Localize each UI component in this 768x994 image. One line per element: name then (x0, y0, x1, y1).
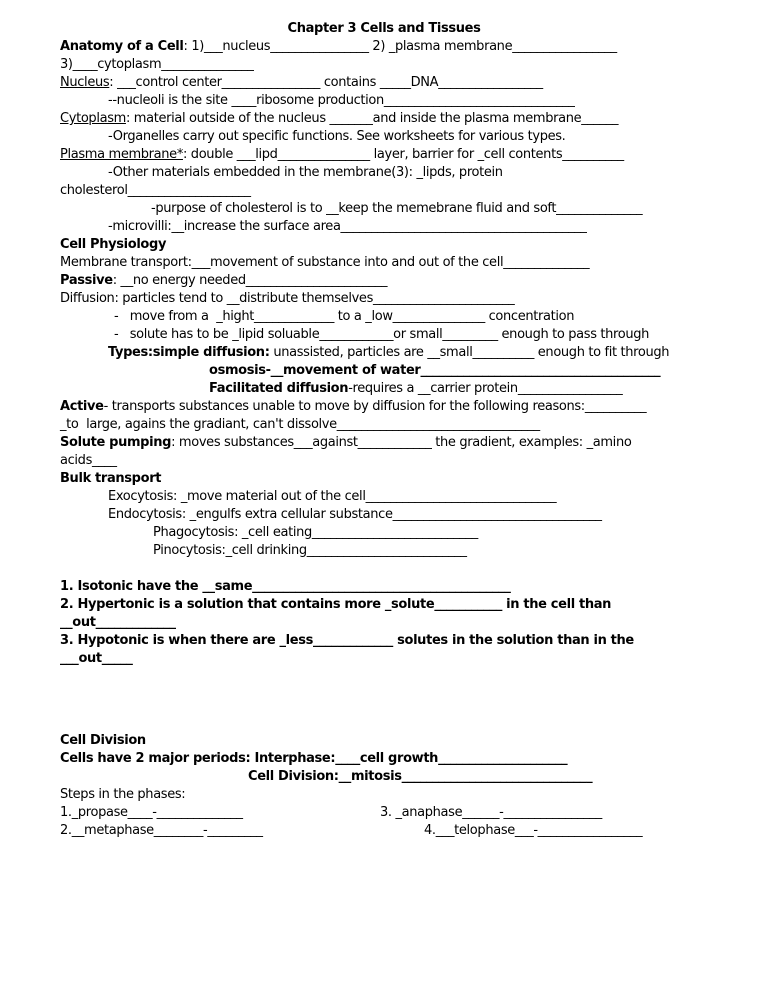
diffusion-line: Diffusion: particles tend to __distribute themselves_______________________ (60, 291, 515, 306)
step-1: 1._propase____-______________ (60, 805, 243, 820)
nucleus-line (60, 74, 768, 92)
cell-division-mitosis-line: Cell Division:__mitosis_______________________________ (248, 769, 593, 784)
other-materials-line: -Other materials embedded in the membrane(3): _lipds, protein (108, 165, 503, 180)
phagocytosis-line: Phagocytosis: _cell eating___________________________ (153, 525, 478, 540)
cytoplasm-line (60, 110, 768, 128)
hypotonic-line-2: ___out_____ (60, 651, 133, 666)
cell-division-heading: Cell Division (60, 733, 146, 748)
cytoplasm-item: 3)____cytoplasm_______________ (60, 57, 254, 72)
bulk-transport-heading: Bulk transport (60, 471, 162, 486)
anatomy-heading: Anatomy of a Cell (60, 39, 184, 54)
cytoplasm-heading: Cytoplasm (60, 111, 126, 126)
hypotonic-line: 3. Hypotonic is when there are _less_____________ solutes in the solution than in the (60, 633, 634, 648)
solute-pumping-text: : moves substances___against____________ the gradient, examples: _amino (171, 435, 632, 450)
passive-line (60, 272, 768, 290)
solute-pumping-heading: Solute pumping (60, 435, 172, 450)
active-reasons-line: _to large, agains the gradiant, can't dissolve_________________________________ (60, 417, 540, 432)
types-line (108, 344, 768, 362)
anatomy-text: : 1)___nucleus________________ 2) _plasma membrane_________________ (183, 39, 617, 54)
cell-physiology-heading: Cell Physiology (60, 237, 167, 252)
plasma-membrane-text: : double ___lipd_______________ layer, barrier for _cell contents__________ (182, 147, 624, 162)
membrane-transport-line: Membrane transport:___movement of substance into and out of the cell______________ (60, 255, 590, 270)
plasma-membrane-heading: Plasma membrane* (60, 147, 183, 162)
step-4: 4.___telophase___-_________________ (424, 823, 643, 838)
facilitated-heading: Facilitated diffusion (209, 381, 349, 396)
hypertonic-line-2: __out_____________ (60, 615, 176, 630)
major-periods-line: Cells have 2 major periods: Interphase:____cell growth_____________________ (60, 751, 568, 766)
active-text: - transports substances unable to move by diffusion for the following reasons:__________ (103, 399, 647, 414)
osmosis-line: osmosis-__movement of water_______________________________________ (209, 363, 661, 378)
hypertonic-line: 2. Hypertonic is a solution that contains more _solute___________ in the cell than (60, 597, 612, 612)
active-heading: Active (60, 399, 104, 414)
exocytosis-line: Exocytosis: _move material out of the cell_______________________________ (108, 489, 557, 504)
amino-acids-line: acids____ (60, 453, 117, 468)
types-heading: Types:simple diffusion: (108, 345, 270, 360)
facilitated-line (209, 380, 768, 398)
chapter-title: Chapter 3 Cells and Tissues (287, 21, 481, 36)
organelles-line: -Organelles carry out specific functions. See worksheets for various types. (108, 129, 566, 144)
active-line (60, 398, 768, 416)
steps-heading: Steps in the phases: (60, 787, 186, 802)
solute-pumping-line (60, 434, 768, 452)
passive-heading: Passive (60, 273, 113, 288)
cholesterol-purpose-line: -purpose of cholesterol is to __keep the memebrane fluid and soft______________ (151, 201, 643, 216)
step-3: 3. _anaphase______-________________ (380, 805, 602, 820)
pinocytosis-line: Pinocytosis:_cell drinking__________________________ (153, 543, 467, 558)
nucleus-text: : ___control center________________ contains _____DNA_________________ (109, 75, 543, 90)
microvilli-line: -microvilli:__increase the surface area________________________________________ (108, 219, 587, 234)
nucleoli-line: --nucleoli is the site ____ribosome production_______________________________ (108, 93, 575, 108)
diffusion-bullet-1: - move from a _hight_____________ to a _low_______________ concentration (114, 309, 575, 324)
endocytosis-line: Endocytosis: _engulfs extra cellular substance__________________________________ (108, 507, 602, 522)
step-2: 2.__metaphase________-_________ (60, 823, 263, 838)
isotonic-line: 1. Isotonic have the __same__________________________________________ (60, 579, 511, 594)
facilitated-text: -requires a __carrier protein_________________ (348, 381, 623, 396)
nucleus-heading: Nucleus (60, 75, 110, 90)
cholesterol-line: cholesterol____________________ (60, 183, 251, 198)
diffusion-bullet-2: - solute has to be _lipid soluable____________or small_________ enough to pass through (114, 327, 650, 342)
passive-text: : __no energy needed_______________________ (112, 273, 388, 288)
cytoplasm-text: : material outside of the nucleus _______and inside the plasma membrane______ (125, 111, 619, 126)
types-text: unassisted, particles are __small__________ enough to fit through (269, 345, 670, 360)
plasma-membrane-line (60, 146, 768, 164)
anatomy-line (60, 38, 768, 56)
